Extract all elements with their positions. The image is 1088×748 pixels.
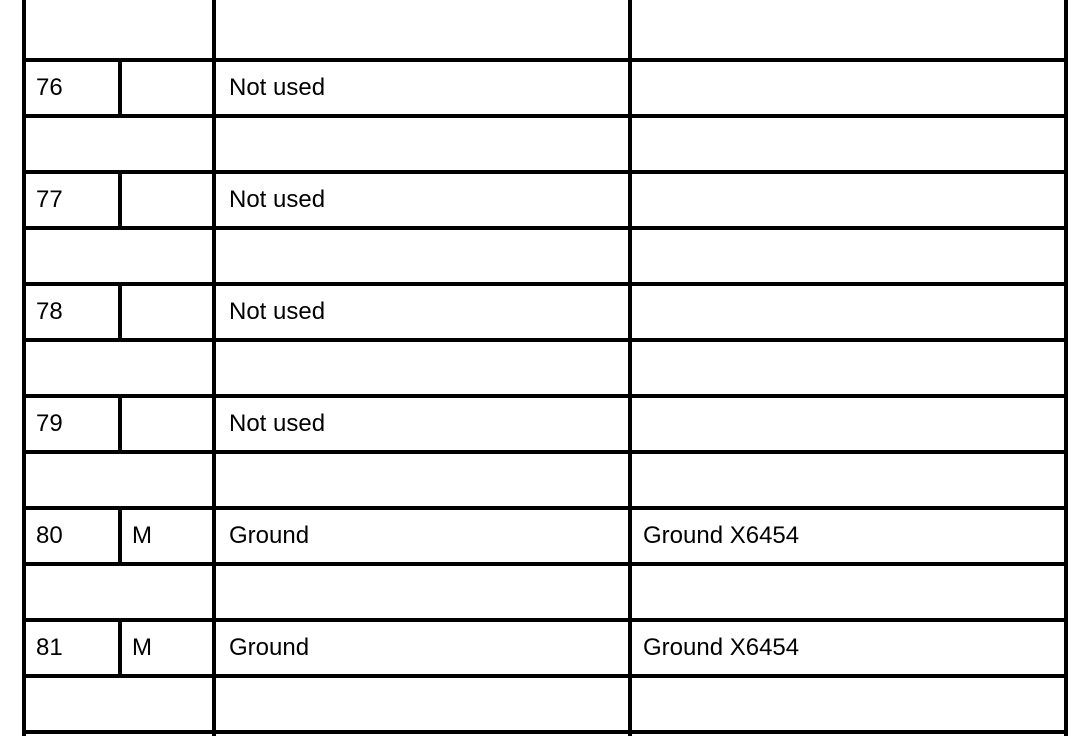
pin-type-divider [118,394,122,454]
row-divider [22,226,1068,230]
connection-cell: Ground X6454 [643,634,800,661]
pin-type-divider [118,618,122,678]
description-cell: Not used [229,74,326,101]
table-bottom-border [22,730,1068,734]
pin-type-divider [118,506,122,566]
connection-cell: Ground X6454 [643,522,800,549]
pin-type-divider [118,170,122,230]
pin-number-cell: 77 [36,186,63,213]
row-divider [22,170,1068,174]
row-divider [22,338,1068,342]
row-divider [22,450,1068,454]
description-cell: Ground [229,634,310,661]
table-right-border [1064,0,1068,736]
pin-number-cell: 78 [36,298,63,325]
pin-number-cell: 76 [36,74,63,101]
pin-number-cell: 79 [36,410,63,437]
row-divider [22,674,1068,678]
pin-number-cell: 80 [36,522,63,549]
row-divider [22,562,1068,566]
pin-type-divider [118,282,122,342]
row-divider [22,506,1068,510]
description-cell: Not used [229,298,326,325]
description-cell: Not used [229,186,326,213]
description-cell: Not used [229,410,326,437]
signal-type-cell: M [132,522,152,549]
description-column-divider [212,0,216,736]
row-divider [22,58,1068,62]
connection-column-divider [628,0,632,736]
row-divider [22,282,1068,286]
row-divider [22,114,1068,118]
description-cell: Ground [229,522,310,549]
row-divider [22,394,1068,398]
pin-number-cell: 81 [36,634,63,661]
row-divider [22,618,1068,622]
signal-type-cell: M [132,634,152,661]
pin-type-divider [118,58,122,118]
table-left-border [22,0,26,736]
